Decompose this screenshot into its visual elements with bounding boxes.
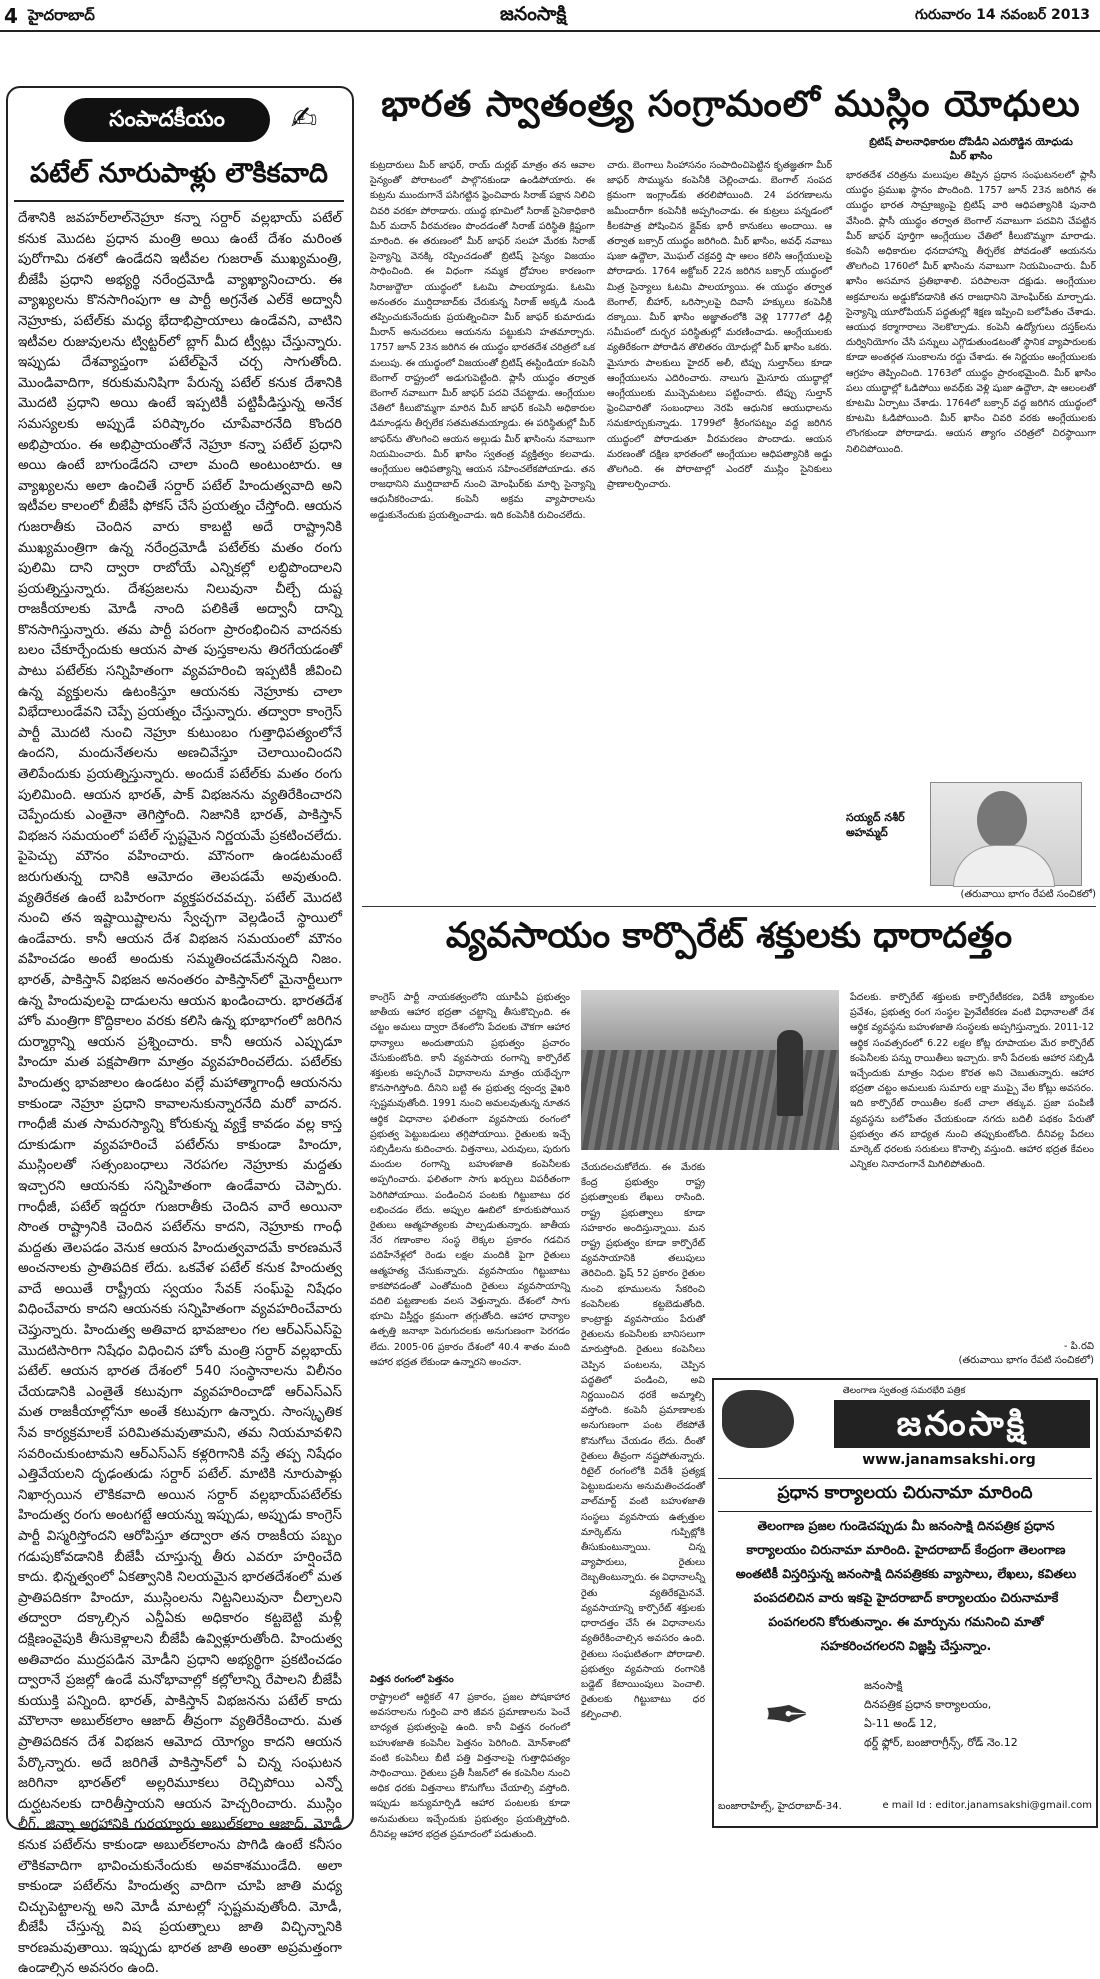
page-section-city: హైదరాబాద్: [28, 6, 95, 24]
article1-continued-note: (తరువాయి భాగం రేపటి సంచికలో): [960, 889, 1096, 900]
article2-subheading: విత్తన రంగంలో పెత్తనం: [370, 1674, 454, 1685]
ad-address-line: దినపత్రిక ప్రధాన కార్యాలయం,: [864, 1698, 992, 1711]
ad-address-line: థర్డ్ ఫ్లోర్, బంజారాగ్రీన్స్, రోడ్ నెం.12: [864, 1736, 1018, 1749]
article1-column-2: చారు. బెంగాలు సింహాసనం సంపాదించిపెట్టిన కృతజ్ఞతగా మీర్ జాఫర్ సొమ్మును కంపెనీకి చెల్లించాడు. బెంగాల్ సంపద క్రమంగా ఇంగ్లాండ్‌కు తరలిపోయింది. 24 పరగణాలను జమీందారీగా కంపెనీకి అప్పగించాడు. ఈ కుట్రలు పన్నడంలో కీలకపాత్ర పోషించిన క్లైవ్‌కు భారీ కానుకలు అందాయి. ఆ తర్వాత బక్సార్ యుద్ధం జరిగింది. మీర్ ఖాసిం, అవధ్ నవాబు షుజా ఉద్దౌలా, మొఘల్ చక్రవర్తి షా ఆలం కలిసి ఆంగ్లేయులపై పోరాడారు. 1764 అక్టోబర్ 22న జరిగిన బక్సార్ యుద్ధంలో మిత్ర సైన్యాలు ఓటమి పాలయ్యాయి. ఈ యుద్ధం తర్వాత బెంగాల్, బీహార్, ఒరిస్సాలపై దివానీ హక్కులు కంపెనీకి దక్కాయి. మీర్ ఖాసిం అజ్ఞాతంలోకి వెళ్లి 1777లో ఢిల్లీ సమీపంలో దుర్భర పరిస్థితుల్లో మరణించాడు. ఆంగ్లేయులకు వ్యతిరేకంగా పోరాడిన తొలితరం యోధుల్లో మీర్ ఖాసిం ఒకరు. మైసూరు పాలకులు హైదర్ అలీ, టిప్పు సుల్తాన్‌లు కూడా ఆంగ్లేయులను ఎదిరించారు. నాలుగు మైసూరు యుద్ధాల్లో ఆంగ్లేయులకు ముచ్చెమటలు పట్టించారు. టిప్పు సుల్తాన్ ఫ్రెంచివారితో సంబంధాలు నెరపి ఆధునిక ఆయుధాలను సమకూర్చుకున్నాడు. 1799లో శ్రీరంగపట్నం వద్ద జరిగిన యుద్ధంలో పోరాడుతూ వీరమరణం పొందాడు. ఆయన మరణంతో దక్షిణ భారతంలో ఆంగ్లేయుల ఆధిపత్యానికి అడ్డు తొలగింది. ఈ పోరాటాల్లో ఎందరో ముస్లిం సైనికులు ప్రాణాలర్పించారు.: [607, 160, 832, 491]
article1-column-1: కుట్రదారులు మీర్ జాఫర్, రాయ్ దుర్లభ్ మాత్రం తన ఆవాల సైన్యంతో పోరాటంలో పాల్గొనకుండా ఉండిపోయారు. ఈ కుట్రను ముందుగానే పసిగట్టిన ఫ్రెంచివారు సిరాజ్ పక్షాన నిలిచి చివరి వరకూ పోరాడారు. యుద్ధ భూమిలో సిరాజ్ సైనికాధికారి మీర్ మదాన్ వీరమరణం పొందడంతో సిరాజ్ పరిస్థితి క్లిష్టంగా మారింది. ఈ తరుణంలో మీర్ జాఫర్ సలహా మేరకు సిరాజ్ సైన్యాన్ని వెనక్కి రప్పించడంతో బ్రిటిష్ సైన్యం విజయం సాధించింది. ఈ విధంగా నమ్మక ద్రోహుల కారణంగా సిరాజుద్దౌలా యుద్ధంలో ఓటమి పాలయ్యాడు. ఓటమి అనంతరం ముర్షిదాబాద్‌కు చేరుకున్న సిరాజ్ అక్కడి నుండి తప్పించుకునేందుకు ప్రయత్నించినా మీర్ జాఫర్ కుమారుడు మీరాన్ అనుచరులు ఆయనను పట్టుకుని హతమార్చారు. 1757 జూన్ 23న జరిగిన ఈ యుద్ధం భారతదేశ చరిత్రలో ఒక మలుపు. ఈ యుద్ధంలో విజయంతో బ్రిటిష్ ఈస్టిండియా కంపెనీ బెంగాల్ రాష్ట్రంలో అడుగుపెట్టింది. ప్లాసీ యుద్ధం తర్వాత బెంగాల్ నవాబుగా మీర్ జాఫర్ పదవి చేపట్టాడు. ఆంగ్లేయుల చేతిలో కీలుబొమ్మగా మారిన మీర్ జాఫర్ కంపెనీ అధికారుల డిమాండ్లను తీర్చలేక సతమతమయ్యాడు. ఈ పరిస్థితుల్లో మీర్ జాఫర్‌ను తొలగించి ఆయన అల్లుడు మీర్ ఖాసింను నవాబుగా నియమించారు. మీర్ ఖాసిం స్వతంత్ర వ్యక్తిత్వం కలవాడు. ఆంగ్లేయుల ఆధిపత్యాన్ని ఆయన సహించలేకపోయాడు. తన రాజధానిని ముర్షిదాబాద్ నుంచి మోంఘిర్‌కు మార్చి సైన్యాన్ని ఆధునీకరించాడు. కంపెనీ అక్రమ వ్యాపారాలను అడ్డుకునేందుకు ప్రయత్నించాడు. ఇది కంపెనీకి రుచించలేదు.: [370, 160, 595, 521]
author-photo: [930, 782, 1082, 886]
article2-author: - పి.రవి: [1063, 1341, 1094, 1352]
masthead: జనంసాక్షి: [500, 3, 567, 25]
article2-continued-note: (తరువాయి భాగం రేపటి సంచికలో): [958, 1355, 1094, 1366]
telangana-map-icon: [722, 1390, 794, 1448]
article2-column-a2: రాష్ట్రాలలో ఆర్టికల్ 47 ప్రకారం, ప్రజల పోషకాహార అవసరాలను గుర్తించి వారి జీవన ప్రమాణాలను పెంచే బాధ్యత ప్రభుత్వంపై ఉంది. కానీ విత్తన రంగంలో బహుళజాతి కంపెనీల పెత్తనం పెరిగింది. మోన్‌శాంటో వంటి కంపెనీలు బీటీ పత్తి విత్తనాలపై గుత్తాధిపత్యం సాధించాయి. రైతులు ప్రతీ సీజన్‌లో ఈ కంపెనీల నుంచి అధిక ధరకు విత్తనాలు కొనుగోలు చేయాల్సి వస్తోంది. ఇప్పుడు జన్యుమార్పిడి ఆహార పంటలకు కూడా అనుమతులు ఇచ్చేందుకు ప్రభుత్వం ప్రయత్నిస్తోంది. దీనివల్ల ఆహార భద్రత ప్రమాదంలో పడుతుంది.: [370, 1692, 570, 1840]
article2-column-c: పేదలకు. కార్పొరేట్ శక్తులకు కార్పొరేటీకరణ, విదేశీ బ్యాంకుల ప్రవేశం, ప్రభుత్వ రంగ సంస్థల ప్రైవేటీకరణ వంటి విధానాలతో దేశ ఆర్థిక వ్యవస్థను బహుళజాతి సంస్థలకు అప్పగిస్తున్నారు. 2011-12 ఆర్థిక సంవత్సరంలో 6.22 లక్షల కోట్ల రూపాయల మేర కార్పొరేట్ కంపెనీలకు పన్ను రాయితీలు ఇచ్చారు. కానీ పేదలకు ఆహార సబ్సిడీ ఇచ్చేందుకు మాత్రం నిధుల కొరత అని చెబుతున్నారు. ఆహార భద్రతా చట్టం అమలుకు సుమారు లక్షా ముప్పై వేల కోట్లు అవసరం. ఇది కార్పొరేట్ రాయితీల కంటే చాలా తక్కువ. ప్రజా పంపిణీ వ్యవస్థను బలోపేతం చేయకుండా నగదు బదిలీ పథకం పేరుతో ప్రభుత్వం తన బాధ్యత నుంచి తప్పుకుంటోంది. దీనివల్ల పేదలు మార్కెట్ ధరలకు సరుకులు కొనాల్సి వస్తుంది. ఆహార భద్రత కేవలం ఎన్నికల నినాదంగానే మిగిలిపోతుంది.: [850, 992, 1094, 1171]
portrait-head: [977, 791, 1027, 849]
ad-address: [864, 1676, 1044, 1752]
editorial-body: దేశానికి జవహర్‌లాల్‌నెహ్రూ కన్నా సర్దార్ వల్లభాయ్ పటేల్ కనుక మొదట ప్రధాన మంత్రి అయి ఉంటే దేశం మరింత పురోగామి దశలో ఉండేదని ఇటీవల గుజరాత్ ముఖ్యమంత్రి, బీజేపీ ప్రధాని అభ్యర్థి నరేంద్రమోడీ వ్యాఖ్యానించారు. ఈ వ్యాఖ్యలను కొనసాగింపుగా ఆ పార్టీ అగ్రనేత ఎల్‌కే అద్వానీ నెహ్రూకు, పటేల్‌కు మధ్య భేదాభిప్రాయాలు ఉండేవని, వాటిని ఇటీవల రుజువులను ట్విట్టర్‌లో బ్లాగ్ మీద ట్వీట్లు చేస్తున్నారు. ఇప్పుడు దేశవ్యాప్తంగా పటేల్‌పైనే చర్చ సాగుతోంది. మొండివాదిగా, కరుకుమనిషిగా పేరున్న పటేల్ కనుక దేశానికి మొదటి ప్రధాని అయి ఉంటే ఇప్పటికీ పట్టిపీడిస్తున్న అనేక సమస్యలకు అప్పుడే పరిష్కారం చూపేవారనేది కొందరి అభిప్రాయం. ఈ అభిప్రాయంతోనే నెహ్రూ కన్నా పటేల్ ప్రధాని అయి ఉంటే బాగుండేదని చాలా మంది అంటుంటారు. ఆ వ్యాఖ్యలను అలా ఉంచితే సర్దార్ పటేల్ హిందుత్వవాది అని ఇటీవల కాలంలో బీజేపీ ఫోకస్ చేసే ప్రయత్నం చేస్తోంది. ఆయన గుజరాతీకు చెందిన వారు కాబట్టి అదే రాష్ట్రానికి ముఖ్యమంత్రిగా ఉన్న నరేంద్రమోడీ పటేల్‌కు మతం రంగు పులిమి దాని ద్వారా రాబోయే ఎన్నికల్లో లబ్ధిపొందాలని ప్రయత్నిస్తున్నారు. దేశప్రజలను నిలువునా చీల్చే దుష్ట రాజకీయాలకు మోడీ నాంది పలికితే అద్వానీ దాన్ని కొనసాగిస్తున్నారు. తమ పార్టీ పరంగా ప్రారంభించిన వాదనకు బలం చేకూర్చేందుకు ఆయన పాత పుస్తకాలను తిరగేయడంతో పాటు పటేల్‌కు సన్నిహితంగా వ్యవహరించి ఇప్పటికీ జీవించి ఉన్న వ్యక్తులను ఉటంకిస్తూ ఆయనకు నెహ్రూకు చాలా విభేదాలుండేవని చెప్పే ప్రయత్నం చేస్తున్నారు. తద్వారా కాంగ్రెస్ పార్టీ మొదటి నుంచి నెహ్రూ కుటుంబం గుత్తాధిపత్యంలోనే ఉందని, మందునేతలను అణచివేస్తూ చెలాయించిందని తెలిపేందుకు ప్రయత్నిస్తున్నారు. అందుకే పటేల్‌కు మతం రంగు పులిమింది. ఆయన భారత్, పాక్ విభజనను వ్యతిరేకించారని చెప్పేందుకు ఎంతైనా తెగిస్తోంది. నిజానికి భారత్, పాకిస్తాన్ విభజన సమయంలో పటేల్ స్పష్టమైన నిర్ణయమే ప్రకటించలేదు. పైపెచ్చు మౌనం వహించారు. మౌనంగా ఉండటమంటే జరుగుతున్న దానికి ఆమోదం తెలపడమే అవుతుంది. వ్యతిరేకత ఉంటే బహిరంగా వ్యక్తపరచవచ్చు. పటేల్ మొదటి నుంచి తన ఇష్టాయిష్టాలను స్వేచ్ఛగా వెల్లడించే స్థాయిలో ఉండేవారు. కానీ ఆయన దేశ విభజన సమయంలో మౌనం వహించడం అంటే అందుకు సమ్మతించడమేనన్నది నిజం. భారత్, పాకిస్తాన్ విభజన అనంతరం పాకిస్తాన్‌లో మైనార్టీలుగా ఉన్న హిందువులపై దాడులను ఆయన ఖండించారు. భారతదేశ హోం మంత్రిగా కొద్దికాలం వరకు కలిసి ఉన్న భూభాగంలో జరిగిన దుర్మార్గాన్ని ఆయన ప్రశ్నించారు. కానీ ఆయన ఎప్పుడూ హిందూ మత పక్షపాతిగా మాత్రం వ్యవహరించలేదు. పటేల్‌కు హిందుత్వ భావజాలం ఉండటం వల్లే మహాత్మాగాంధీ ఆయనను కాకుండా నెహ్రూ ప్రధాని కావాలనుకున్నారనేది మరో వాదన. గాంధీజీ మత సామరస్యాన్ని కోరుకున్న వ్యక్తే కావడం వల్ల కాస్త దూకుడుగా వ్యవహరించే పటేల్‌ను కాకుండా హిందూ, ముస్లింలతో సత్సంబంధాలు నెరపగల నెహ్రూకు మద్దతు ఇచ్చారని ఆయనకు సన్నిహితంగా ఉండేవారు చెప్పారు. గాంధీజీ, పటేల్ ఇద్దరూ గుజరాతీకు చెందిన వారే అయినా సొంత రాష్ట్రానికి చెందిన పటేల్‌ను కాదని, నెహ్రూకు గాంధీ మద్దతు తెలపడం వెనుక ఆయన హిందుత్వవాదమే కారణమనే అంచనాలకు ప్రాతిపదిక లేదు. ఒకవేళ పటేల్ కనుక హిందుత్వ వాదే అయితే రాష్ట్రీయ స్వయం సేవక్ సంఘ్‌పై నిషేధం విధించేవారు కాదని ఆయనకు సన్నిహితంగా వ్యవహరించేవారు చెప్తున్నారు. హిందుత్వ అతివాద భావజాలం గల ఆర్ఎస్ఎస్‌పై మొదటిసారిగా నిషేధం విధించిన హోం మంత్రి సర్దార్ వల్లభాయ్ పటేల్. ఆయన భారత దేశంలో 540 సంస్థానాలను విలీనం చేయడానికి ఎంతైతే కటువుగా వ్యవహరించాడో ఆర్ఎస్ఎస్ మత రాజకీయాల్లోనూ అంతే కటువుగా ఉన్నారు. సాంస్కృతిక సేవ కార్యక్రమాలకే పరిమితమవుతామని, తమ నియమావళిని సవరించుకుంటామని ఆర్ఎస్ఎస్ కళ్లరిగానికి వస్తే తప్ప నిషేధం ఎత్తివేయలని దృఢంతుడు సర్దార్ పటేల్. మాటికి నూరుపాళ్లు నిఖార్సయిన లౌకికవాది అయిన సర్దార్ వల్లభాయ్‌పటేల్‌కు హిందుత్వ రంగు అంటగట్టే ఆయన్ను ఇప్పుడు, అప్పుడు కాంగ్రెస్ పార్టీ విస్మరిస్తోందని ఆరోపిస్తూ తద్వారా తన రాజకీయ పబ్బం గడుపుకోవడానికి బీజేపీ చూస్తున్న తీరు ఎవరూ హర్షించేది కాదు. భిన్నత్వంలో ఏకత్వానికి నిలయమైన భారతదేశంలో మత ప్రాతిపదికగా హిందూ, ముస్లింలను నిట్టనిలువునా చీల్చాలని తద్వారా దక్కాల్సిన ఎన్డీఏకు అధికారం కట్టబెట్టి మళ్లీ దక్షిణంవైపుకి తీసుకెళ్లాలని బీజేపీ ఉవ్విళ్లూరుతోంది. హిందుత్వ అతివాదం ముద్రపడిన మోడీని ప్రధాని అభ్యర్థిగా ప్రకటించడం ద్వారానే ప్రజల్లో ఉండే మనోభావాల్లో కల్లోలాన్ని రేపాలని బీజేపీ కుయుక్తి పన్నింది. భారత్, పాకిస్తాన్ విభజనను పటేల్ కాదు మౌలానా అబుల్‌కలాం ఆజాద్ తీవ్రంగా వ్యతిరేకించారు. మత ప్రాతిపదికన దేశ విభజన ఆమోద యోగ్యం కాదని ఆయన పేర్కొన్నారు. అదే జరిగితే పాకిస్తాన్‌లో ఏ చిన్న సంఘటన జరిగినా భారత్‌లో అల్లరిమూకలు రెచ్చిపోయి ఎన్నో దుర్ఘటనలకు దారితీస్తాయని ఆయన హెచ్చరించారు. ముస్లిం లీగ్, జిన్నా అగ్రహానికి గురయ్యారు అబుల్‌కలాం ఆజాద్. మోడీ కనుక పటేల్‌ను కాకుండా అబుల్‌కలాంను పొగిడి ఉంటే కనీసం లౌకికవాదిగా భావించుకునేందుకు అవకాశముండేది. అలా కాకుండా పటేల్‌ను హిందుత్వ వాదిగా చూపి జాతి మధ్య చిచ్చుపెట్టాలన్న అని మోడీ మాటల్లో స్పష్టమవుతోంది. మోడీ, బీజేపీ చేస్తున్న విష ప్రయత్నాలు జాతి విచ్ఛిన్నానికి కారణమవుతాయి. ఇప్పుడు భారత జాతి అంతా అప్రమత్తంగా ఉండాల్సిన అవసరం ఉంది.: [18, 210, 342, 1977]
ad-website: www.janamsakshi.org: [862, 1452, 1036, 1468]
ad-footer: [718, 1800, 1092, 1814]
editorial-label: సంపాదకీయం: [64, 98, 270, 142]
article2-column-b: చేయదలచుకోలేదు. ఈ మేరకు కేంద్ర ప్రభుత్వం రాష్ట్ర ప్రభుత్వాలకు లేఖలు రాసింది. రాష్ట్ర ప్రభుత్వాలు కూడా సహకారం అందిస్తున్నాయి. మన రాష్ట్ర ప్రభుత్వం కూడా కార్పొరేట్ వ్యవసాయానికి తలుపులు తెరిచింది. ఫ్రెష్ 52 ప్రకారం రైతుల నుంచి భూములను సేకరించి కంపెనీలకు కట్టబెడుతోంది. కాంట్రాక్టు వ్యవసాయం పేరుతో రైతులను కంపెనీలకు బానిసలుగా మారుస్తోంది. రైతులు కంపెనీలు చెప్పిన పంటలను, చెప్పిన పద్ధతిలో పండించి, అవి నిర్ణయించిన ధరకే అమ్మాల్సి వస్తోంది. కంపెనీ ప్రమాణాలకు అనుగుణంగా పంట లేకపోతే కొనుగోలు చేయడం లేదు. దీంతో రైతులు తీవ్రంగా నష్టపోతున్నారు. రిటైల్ రంగంలోకి విదేశీ ప్రత్యక్ష పెట్టుబడులను అనుమతించడంతో వాల్‌మార్ట్ వంటి బహుళజాతి సంస్థలు వ్యవసాయ ఉత్పత్తుల మార్కెట్‌ను గుప్పిట్లోకి తీసుకుంటున్నాయి. చిన్న వ్యాపారులు, రైతులు దెబ్బతింటున్నారు. ఈ విధానాలన్నీ రైతు వ్యతిరేకమైనవే. వ్యవసాయాన్ని కార్పొరేట్ శక్తులకు ధారాదత్తం చేసే ఈ విధానాలను వ్యతిరేకించాల్సిన అవసరం ఉంది. రైతులు సంఘటితంగా పోరాడాలి. ప్రభుత్వం వ్యవసాయ రంగానికి బడ్జెట్ కేటాయింపులు పెంచాలి. రైతులకు గిట్టుబాటు ధర కల్పించాలి.: [581, 1162, 705, 1721]
ad-body: తెలంగాణ ప్రజల గుండెచప్పుడు మీ జనంసాక్షి దినపత్రిక ప్రధాన కార్యాలయం చిరునామా మారింది. హైదరాబాద్ కేంద్రంగా తెలంగాణ అంతటికీ విస్తరిస్తున్న జనంసాక్షి దినపత్రికకు వ్యాసాలు, లేఖలు, కవితలు పంపదలిచిన వారు ఇకపై హైదరాబాద్ కార్యాలయం చిరునామాకే పంపగలరని కోరుతున్నాం. ఈ మార్పును గమనించి మాతో సహకరించగలరని విజ్ఞప్తి చేస్తున్నాం.: [735, 1518, 1077, 1653]
ad-email: e mail Id : editor.janamsakshi@gmail.com: [882, 1800, 1092, 1811]
farmer-field-photo: [581, 990, 839, 1150]
article1-column-3: భారతదేశ చరిత్రను మలుపుల తిప్పిన ప్రధాన సంఘటనలలో ప్లాసీ యుద్ధం ప్రముఖ స్థానం పొందింది. 1757 జూన్ 23న జరిగిన ఈ యుద్ధం భారత సామ్రాజ్యంపై బ్రిటిష్ వారి ఆధిపత్యానికి పునాది వేసింది. ప్లాసీ యుద్ధం తర్వాత బెంగాల్ నవాబుగా పదవిని చేపట్టిన మీర్ జాఫర్ పూర్తిగా ఆంగ్లేయుల చేతిలో కీలుబొమ్మగా మారాడు. కంపెనీ అధికారుల ధనదాహాన్ని తీర్చలేక పోవడంతో ఆయనను తొలగించి 1760లో మీర్ ఖాసింను నవాబుగా నియమించారు. మీర్ ఖాసిం అసమాన ప్రతిభాశాలి. పరిపాలనా దక్షుడు. ఆంగ్లేయుల అక్రమాలను అడ్డుకోవడానికి తన రాజధానిని మోంఘిర్‌కు మార్చాడు. సైన్యాన్ని యూరోపియన్ పద్ధతుల్లో శిక్షణ ఇప్పించి బలోపేతం చేశాడు. ఆయుధ కర్మాగారాలు నెలకొల్పాడు. కంపెనీ ఉద్యోగులు దస్తక్‌లను దుర్వినియోగం చేసి పన్నులు ఎగ్గొడుతుండటంతో స్థానిక వ్యాపారులకు కూడా అంతర్గత సుంకాలను రద్దు చేశాడు. ఈ నిర్ణయం ఆంగ్లేయులకు ఆగ్రహం తెప్పించింది. 1763లో యుద్ధం ప్రారంభమైంది. మీర్ ఖాసిం పలు యుద్ధాల్లో ఓడిపోయి అవధ్‌కు వెళ్లి షుజా ఉద్దౌలా, షా ఆలంలతో కూటమి ఏర్పాటు చేశాడు. 1764లో బక్సార్ వద్ద జరిగిన యుద్ధంలో కూటమి ఓడిపోయింది. మీర్ ఖాసిం చివరి వరకు ఆంగ్లేయులకు లొంగకుండా పోరాడాడు. ఆయన త్యాగం చరిత్రలో చిరస్థాయిగా నిలిచిపోయింది.: [846, 170, 1096, 455]
address-change-notice: [712, 1378, 1098, 1828]
pen-icon: ✒: [763, 1683, 811, 1748]
ad-address-line: జనంసాక్షి: [864, 1679, 903, 1692]
portrait-shoulders: [953, 845, 1055, 887]
page-number: 4: [4, 4, 18, 28]
article2-column-a: కాంగ్రెస్ పార్టీ నాయకత్వంలోని యూపీఏ ప్రభుత్వం జాతీయ ఆహార భద్రతా చట్టాన్ని తీసుకొచ్చింది. ఈ చట్టం అమలు ద్వారా దేశంలోని పేదలకు చౌకగా ఆహార ధాన్యాలు అందుతాయని ప్రభుత్వం ప్రచారం చేసుకుంటోంది. కానీ వ్యవసాయ రంగాన్ని కార్పొరేట్ శక్తులకు అప్పగించే విధానాలను మాత్రం యథేచ్ఛగా కొనసాగిస్తోంది. దీనిని బట్టి ఈ ప్రభుత్వ ద్వంద్వ వైఖరి స్పష్టమవుతోంది. 1991 నుంచి అమలవుతున్న నూతన ఆర్థిక విధానాల ఫలితంగా వ్యవసాయ రంగంలో ప్రభుత్వ పెట్టుబడులు తగ్గిపోయాయి. రైతులకు ఇచ్చే సబ్సిడీలను కుదించారు. విత్తనాలు, ఎరువులు, పురుగు మందుల రంగాన్ని బహుళజాతి కంపెనీలకు అప్పగించారు. ఫలితంగా సాగు ఖర్చులు విపరీతంగా పెరిగిపోయాయి. పండించిన పంటకు గిట్టుబాటు ధర లభించడం లేదు. అప్పుల ఊబిలో కూరుకుపోయిన రైతులు ఆత్మహత్యలకు పాల్పడుతున్నారు. జాతీయ నేర గణాంకాల సంస్థ లెక్కల ప్రకారం గడచిన పదిహేనేళ్లలో రెండు లక్షల మందికి పైగా రైతులు ఆత్మహత్య చేసుకున్నారు. వ్యవసాయం గిట్టుబాటు కాకపోవడంతో ఎంతోమంది రైతులు వ్యవసాయాన్ని వదిలి పట్టణాలకు వలస వెళ్తున్నారు. దేశంలో సాగు భూమి విస్తీర్ణం క్రమంగా తగ్గుతోంది. ఆహార ధాన్యాల ఉత్పత్తి జనాభా పెరుగుదలకు అనుగుణంగా పెరగడం లేదు. 2005-06 ప్రకారం దేశంలో 40.4 శాతం మంది ఆహార భద్రత లేకుండా ఉన్నారని అంచనా.: [370, 992, 570, 1368]
editorial-box: [6, 86, 354, 1977]
divider: [14, 200, 344, 202]
article2-headline: వ్యవసాయం కార్పొరేట్ శక్తులకు ధారాదత్తం: [445, 916, 1013, 956]
ad-logo: జనంసాక్షి: [834, 1400, 1090, 1448]
ad-address-line: ఏ-11 అండ్ 12,: [864, 1717, 937, 1730]
divider: [362, 906, 1096, 907]
ad-footer-address: బంజారాహిల్స్, హైదరాబాద్-34.: [718, 1801, 842, 1812]
article2-credit: [900, 1340, 1094, 1368]
editorial-title: పటేల్ నూరుపాళ్లు లౌకికవాది: [29, 158, 328, 189]
issue-date: గురువారం 14 నవంబర్ 2013: [915, 7, 1090, 23]
pen-icon: ✍: [290, 99, 318, 137]
farmer-figure: [777, 1030, 803, 1116]
page-header: [0, 0, 1100, 32]
ad-tagline: తెలంగాణ స్వతంత్ర సమరభేరి పత్రిక: [842, 1386, 966, 1396]
author-byline: సయ్యద్ నశీర్ అహమ్మద్: [846, 811, 905, 839]
article1-column-3-heading: బ్రిటిష్ పాలనాధికారుల దోపిడీని ఎదురొడ్డిన యోధుడు మీర్ ఖాసిం: [869, 137, 1073, 162]
ad-headline: ప్రధాన కార్యాలయ చిరునామా మారింది: [718, 1478, 1092, 1512]
article1-headline: భారత స్వాతంత్ర్య సంగ్రామంలో ముస్లిం యోధులు: [381, 84, 1081, 125]
